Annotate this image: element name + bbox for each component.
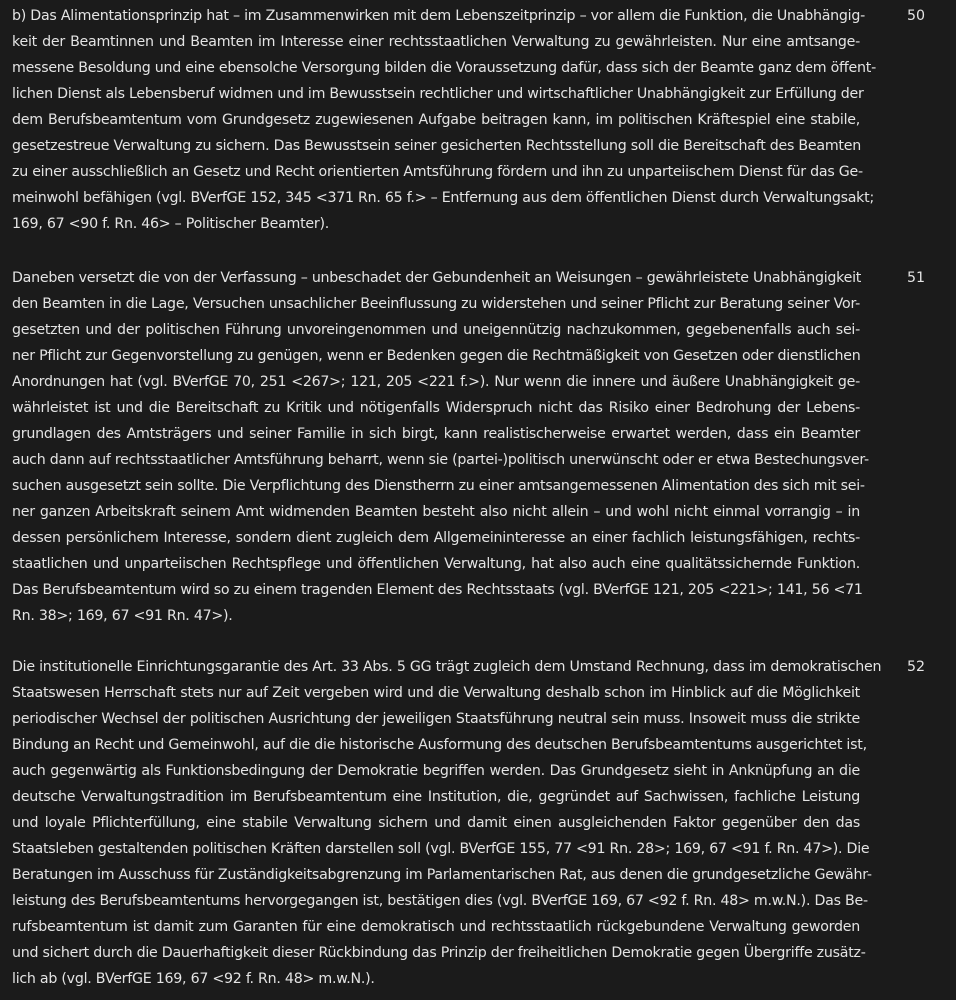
margin-number-52: 52 — [906, 659, 925, 675]
text-line: den Beamten in die Lage, Versuchen unsachlicher Beeinflussung zu widerstehen und seiner Pflicht zur Beratung seiner Vor- — [12, 296, 860, 312]
text-line: b) Das Alimentationsprinzip hat – im Zusammenwirken mit dem Lebenszeitprinzip – vor allem die Funktion, die Unabhängig- — [12, 8, 865, 24]
paragraph-50 — [12, 3, 876, 237]
paragraph-text — [12, 3, 876, 237]
text-line: 169, 67 <90 f. Rn. 46> – Politischer Beamter). — [12, 216, 330, 232]
text-line: auch gegenwärtig als Funktionsbedingung der Demokratie begriffen werden. Das Grundgesetz sieht in Anknüpfung an die — [12, 763, 860, 779]
text-line: Bindung an Recht und Gemeinwohl, auf die die historische Ausformung des deutschen Berufsbeamtentums ausgerichtet ist, — [12, 737, 867, 753]
text-line: Die institutionelle Einrichtungsgarantie des Art. 33 Abs. 5 GG trägt zugleich dem Umstand Rechnung, dass im demokratischen — [12, 659, 882, 675]
text-line: rufsbeamtentum ist damit zum Garanten für eine demokratisch und rechtsstaatlich rückgebundene Verwaltung geworden — [12, 919, 860, 935]
text-line: dem Berufsbeamtentum vom Grundgesetz zugewiesenen Aufgabe beitragen kann, im politischen Kräftespiel eine stabile, — [12, 112, 860, 128]
text-line: suchen ausgesetzt sein sollte. Die Verpflichtung des Dienstherrn zu einer amtsangemessenen Alimentation des sich mit sei- — [12, 478, 865, 494]
text-line: deutsche Verwaltungstradition im Berufsbeamtentum eine Institution, die, gegründet auf Sachwissen, fachliche Leistung — [12, 789, 860, 805]
text-line: Staatsleben gestaltenden politischen Kräften darstellen soll (vgl. BVerfGE 155, 77 <91 Rn. 28>; 169, 67 <91 f. Rn. 47>). Die — [12, 841, 870, 857]
text-line: zu einer ausschließlich an Gesetz und Recht orientierten Amtsführung fördern und ihn zu unparteiischem Dienst für das Ge- — [12, 164, 863, 180]
text-line: auch dann auf rechtsstaatlicher Amtsführung beharrt, wenn sie (partei-)politisch unerwünscht oder er etwa Bestechungsver- — [12, 452, 869, 468]
paragraph-51 — [12, 265, 869, 629]
text-line: staatlichen und unparteiischen Rechtspflege und öffentlichen Verwaltung, hat also auch eine qualitätssichernde Funktion. — [12, 556, 860, 572]
text-line: Daneben versetzt die von der Verfassung – unbeschadet der Gebundenheit an Weisungen – gewährleistete Unabhängigkeit — [12, 270, 862, 286]
text-line: periodischer Wechsel der politischen Ausrichtung der jeweiligen Staatsführung neutral sein muss. Insoweit muss die strikte — [12, 711, 860, 727]
text-line: messene Besoldung und eine ebensolche Versorgung bilden die Voraussetzung dafür, dass sich der Beamte ganz dem öffent- — [12, 60, 876, 76]
text-line: Das Berufsbeamtentum wird so zu einem tragenden Element des Rechtsstaats (vgl. BVerfGE 121, 205 <221>; 141, 56 <71 — [12, 582, 863, 598]
text-line: lich ab (vgl. BVerfGE 169, 67 <92 f. Rn. 48> m.w.N.). — [12, 971, 375, 987]
paragraph-text — [12, 654, 882, 992]
text-line: grundlagen des Amtsträgers und seiner Familie in sich birgt, kann realistischerweise erwartet werden, dass ein Beamter — [12, 426, 860, 442]
text-line: leistung des Berufsbeamtentums hervorgegangen ist, bestätigen dies (vgl. BVerfGE 169, 67 <92 f. Rn. 48> m.w.N.). Das Be- — [12, 893, 868, 909]
text-line: und sichert durch die Dauerhaftigkeit dieser Rückbindung das Prinzip der freiheitlichen Demokratie gegen Übergriffe zusätz- — [12, 945, 866, 961]
text-line: gesetzten und der politischen Führung unvoreingenommen und uneigennützig nachzukommen, gegebenenfalls auch sei- — [12, 322, 860, 338]
text-line: Anordnungen hat (vgl. BVerfGE 70, 251 <267>; 121, 205 <221 f.>). Nur wenn die innere und äußere Unabhängigkeit ge- — [12, 374, 860, 390]
paragraph-52 — [12, 654, 882, 992]
text-line: meinwohl befähigen (vgl. BVerfGE 152, 345 <371 Rn. 65 f.> – Entfernung aus dem öffentlichen Dienst durch Verwaltungsakt; — [12, 190, 874, 206]
text-line: keit der Beamtinnen und Beamten im Interesse einer rechtsstaatlichen Verwaltung zu gewährleisten. Nur eine amtsange- — [12, 34, 860, 50]
text-line: Beratungen im Ausschuss für Zuständigkeitsabgrenzung im Parlamentarischen Rat, aus denen die grundgesetzliche Gewähr- — [12, 867, 872, 883]
text-line: dessen persönlichem Interesse, sondern dient zugleich dem Allgemeininteresse an einer fachlich leistungsfähigen, rechts- — [12, 530, 860, 546]
text-line: ner ganzen Arbeitskraft seinem Amt widmenden Beamten besteht also nicht allein – und wohl nicht einmal vorrangig – in — [12, 504, 860, 520]
margin-number-51: 51 — [906, 270, 925, 286]
text-line: ner Pflicht zur Gegenvorstellung zu genügen, wenn er Bedenken gegen die Rechtmäßigkeit von Gesetzen oder dienstlichen — [12, 348, 861, 364]
text-line: lichen Dienst als Lebensberuf widmen und im Bewusstsein rechtlicher und wirtschaftlicher Unabhängigkeit zur Erfüllung der — [12, 86, 864, 102]
text-line: und loyale Pflichterfüllung, eine stabile Verwaltung sichern und damit einen ausgleichenden Faktor gegenüber den das — [12, 815, 860, 831]
text-line: währleistet ist und die Bereitschaft zu Kritik und nötigenfalls Widerspruch nicht das Risiko einer Bedrohung der Lebens- — [12, 400, 860, 416]
text-line: Staatswesen Herrschaft stets nur auf Zeit vergeben wird und die Verwaltung deshalb schon im Hinblick auf die Möglichkeit — [12, 685, 860, 701]
paragraph-text — [12, 265, 869, 629]
text-line: gesetzestreue Verwaltung zu sichern. Das Bewusstsein seiner gesicherten Rechtsstellung soll die Bereitschaft des Beamten — [12, 138, 861, 154]
text-line: Rn. 38>; 169, 67 <91 Rn. 47>). — [12, 608, 233, 624]
margin-number-50: 50 — [906, 8, 925, 24]
